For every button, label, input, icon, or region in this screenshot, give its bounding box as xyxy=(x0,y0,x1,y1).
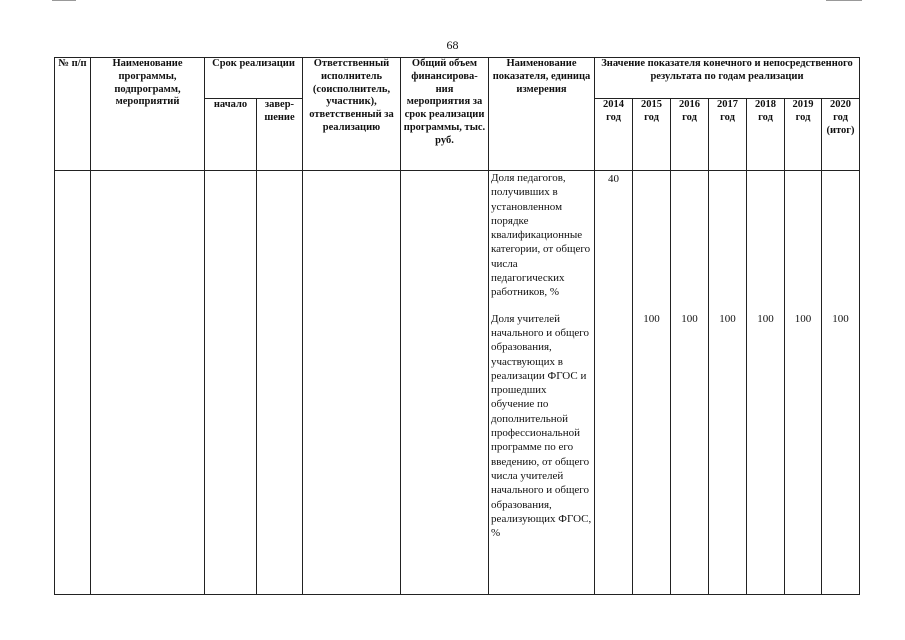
indicator-value xyxy=(711,171,744,312)
header-year: 2019 год xyxy=(785,99,822,171)
indicator-value: 100 xyxy=(681,313,698,325)
indicator-name: Доля учителей начального и общего образования, участвующих в реализации ФГОС и прошедших обучение по дополнительной профессиональной программе по его введению, от общего числа учителей начального и общего образования, реализующих ФГОС, % xyxy=(491,312,592,540)
cell-value-2016 xyxy=(671,171,709,595)
indicator-name: Доля педагогов, получивших в установленном порядке квалификационные категории, от общего числа педагогических работников, % xyxy=(491,172,591,299)
header-values-group: Значение показателя конечного и непосредственного результата по годам реализации xyxy=(595,58,860,99)
indicator-value: 100 xyxy=(719,313,736,325)
cell-value-2017 xyxy=(709,171,747,595)
indicator-value xyxy=(673,171,706,312)
table-row xyxy=(55,171,860,595)
header-period-end: завер-шение xyxy=(257,99,303,171)
cell-funding xyxy=(401,171,489,595)
header-year: 2015 год xyxy=(633,99,671,171)
cell-value-2015 xyxy=(633,171,671,595)
header-executor: Ответственный исполнитель (соисполнитель, участник), ответственный за реализацию xyxy=(303,58,401,171)
header-program-name: Наименование программы, подпрограмм, мероприятий xyxy=(91,58,205,171)
indicator-value xyxy=(787,171,819,312)
program-indicators-table xyxy=(54,57,860,595)
indicator-value xyxy=(824,171,857,312)
cell-num xyxy=(55,171,91,595)
header-funding: Общий объем финансирова-ния мероприятия за срок реализации программы, тыс. руб. xyxy=(401,58,489,171)
scan-edge-mark xyxy=(52,0,76,1)
header-year: 2018 год xyxy=(747,99,785,171)
header-indicator-name: Наименование показателя, единица измерения xyxy=(489,58,595,171)
indicator-value xyxy=(749,171,782,312)
header-year: 2017 год xyxy=(709,99,747,171)
page-number: 68 xyxy=(446,38,459,52)
indicator-value: 40 xyxy=(608,173,619,185)
cell-period-end xyxy=(257,171,303,595)
header-year: 2020 год (итог) xyxy=(822,99,860,171)
cell-program-name xyxy=(91,171,205,595)
cell-value-2019 xyxy=(785,171,822,595)
cell-value-2014 xyxy=(595,171,633,595)
cell-indicator-names xyxy=(489,171,595,595)
indicator-value: 100 xyxy=(643,313,660,325)
header-year: 2016 год xyxy=(671,99,709,171)
cell-executor xyxy=(303,171,401,595)
indicator-value xyxy=(635,171,668,312)
cell-value-2018 xyxy=(747,171,785,595)
indicator-value: 100 xyxy=(794,313,812,325)
header-num: № п/п xyxy=(55,58,91,171)
header-period-start: начало xyxy=(205,99,257,171)
header-year: 2014 год xyxy=(595,99,633,171)
cell-period-start xyxy=(205,171,257,595)
cell-value-2020 xyxy=(822,171,860,595)
indicator-value: 100 xyxy=(757,313,774,325)
indicator-value: 100 xyxy=(832,313,849,325)
header-period: Срок реализации xyxy=(205,58,303,99)
scan-edge-mark xyxy=(826,0,862,1)
